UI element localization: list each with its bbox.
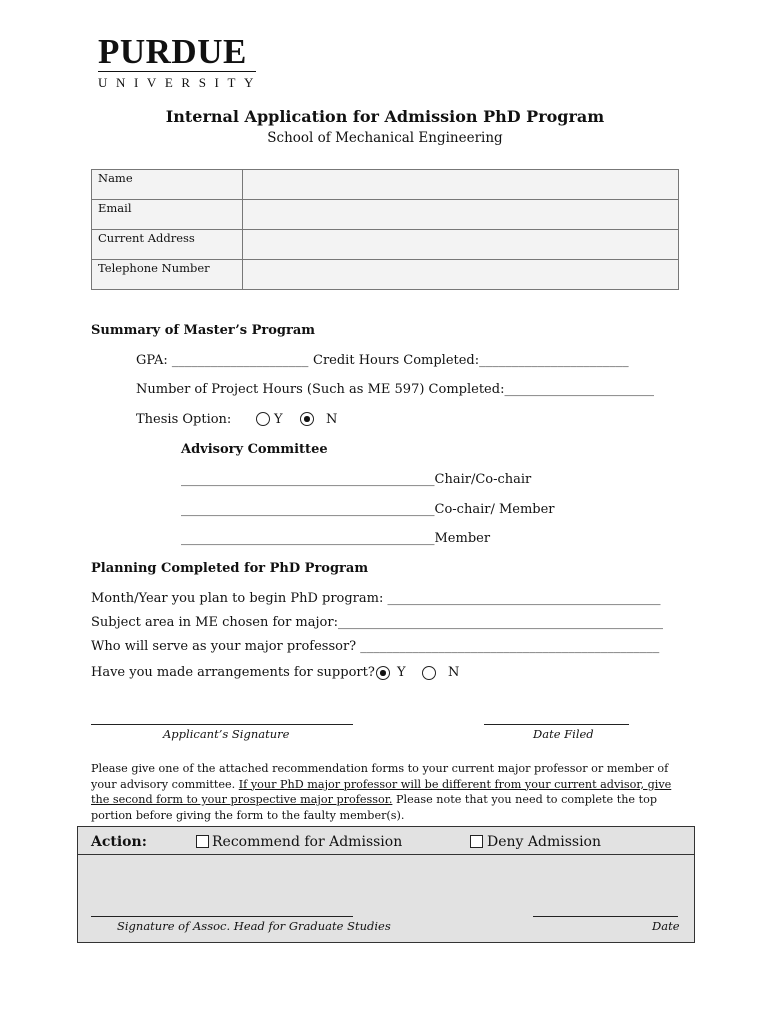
purdue-logo-subtitle: UNIVERSITY [98, 75, 262, 90]
recommend-checkbox[interactable] [196, 835, 209, 848]
instructions-part-3: Please note that you need to complete the top portion before giving the form to the faulty member(s). [91, 793, 657, 822]
address-field[interactable] [243, 230, 679, 260]
deny-label: Deny Admission [487, 834, 602, 850]
thesis-no-radio[interactable] [300, 412, 314, 426]
telephone-label: Telephone Number [92, 260, 243, 290]
email-field[interactable] [243, 200, 679, 230]
support-yes-label: Y [397, 665, 406, 680]
committee-member-line[interactable]: _______________________________________Member [181, 531, 491, 546]
action-date-line[interactable] [533, 916, 678, 917]
support-no-label: N [448, 665, 460, 680]
action-label: Action: [91, 834, 147, 850]
telephone-field[interactable] [243, 260, 679, 290]
gpa-field[interactable]: GPA: _____________________ [136, 353, 309, 368]
instructions-part-1: Please give one of the attached recommendation forms to your current major professor or member of your advisory committee. [91, 762, 669, 791]
advisory-committee-heading: Advisory Committee [181, 442, 328, 457]
instructions-underlined: If your PhD major professor will be different from your current advisor, give the second form to your prospective major professor. [91, 777, 672, 806]
recommend-label: Recommend for Admission [212, 834, 403, 850]
project-hours-field[interactable]: Number of Project Hours (Such as ME 597) Completed:_______________________ [136, 382, 654, 397]
assoc-head-signature-label: Signature of Assoc. Head for Graduate Studies [117, 919, 391, 933]
thesis-yes-label: Y [274, 412, 283, 427]
date-filed-line[interactable] [484, 724, 629, 725]
credit-hours-field[interactable]: Credit Hours Completed:_______________________ [313, 353, 629, 368]
start-date-field[interactable]: Month/Year you plan to begin PhD program: __________________________________________ [91, 591, 661, 606]
name-field[interactable] [243, 170, 679, 200]
logo-divider [98, 71, 256, 72]
assoc-head-signature-line[interactable] [91, 916, 353, 917]
purdue-logo-wordmark: PURDUE [98, 32, 247, 71]
committee-cochair-line[interactable]: _______________________________________Co-chair/ Member [181, 502, 555, 517]
form-title: Internal Application for Admission PhD Program [165, 107, 605, 126]
info-row-address [92, 230, 679, 260]
subject-area-field[interactable]: Subject area in ME chosen for major:__________________________________________________ [91, 615, 663, 630]
info-row-email [92, 200, 679, 230]
applicant-signature-label: Applicant’s Signature [163, 727, 290, 741]
support-question: Have you made arrangements for support? [91, 665, 375, 680]
date-filed-label: Date Filed [533, 727, 594, 741]
deny-checkbox[interactable] [470, 835, 483, 848]
instructions-paragraph [91, 761, 691, 823]
committee-chair-line[interactable]: _______________________________________Chair/Co-chair [181, 472, 532, 487]
masters-heading: Summary of Master’s Program [91, 323, 316, 338]
major-professor-field[interactable]: Who will serve as your major professor? ______________________________________________ [91, 639, 660, 654]
applicant-signature-line[interactable] [91, 724, 353, 725]
support-no-radio[interactable] [422, 666, 436, 680]
thesis-yes-radio[interactable] [256, 412, 270, 426]
info-row-name [92, 170, 679, 200]
applicant-info-table [91, 169, 679, 290]
action-date-label: Date [652, 919, 680, 933]
thesis-no-label: N [326, 412, 338, 427]
support-yes-radio[interactable] [376, 666, 390, 680]
address-label: Current Address [92, 230, 243, 260]
info-row-telephone [92, 260, 679, 290]
name-label: Name [92, 170, 243, 200]
form-subtitle: School of Mechanical Engineering [267, 130, 503, 146]
planning-heading: Planning Completed for PhD Program [91, 561, 369, 576]
thesis-option-label: Thesis Option: [136, 412, 232, 427]
email-label: Email [92, 200, 243, 230]
